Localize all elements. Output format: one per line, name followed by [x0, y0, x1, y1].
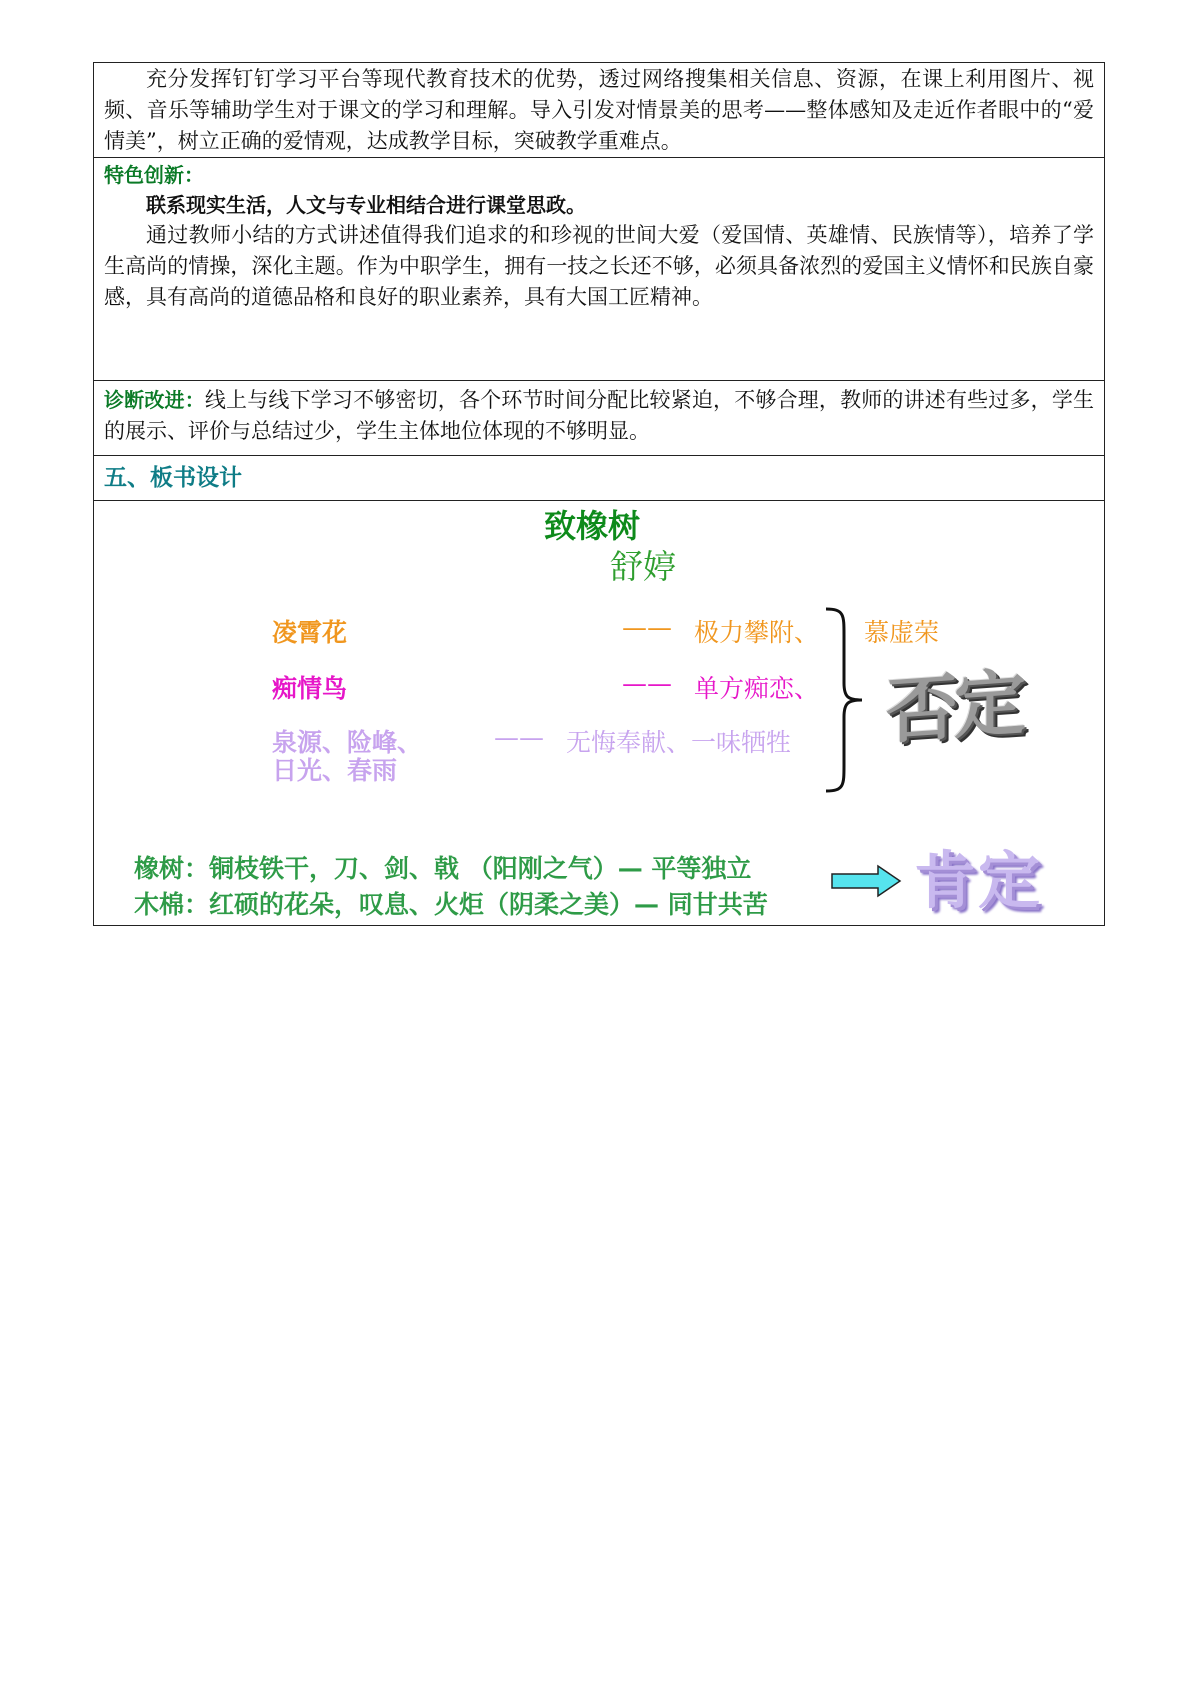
- line3-left-b: 日光、春雨: [272, 756, 398, 785]
- line3-left-a: 泉源、险峰、: [272, 728, 423, 757]
- feature-heading: 联系现实生活，人文与专业相结合进行课堂思政。: [146, 193, 586, 217]
- intro-paragraph: 充分发挥钉钉学习平台等现代教育技术的优势，透过网络搜集相关信息、资源，在课上利用图片、视频、音乐等辅助学生对于课文的学习和理解。导入引发对情景美的思考——整体感知及走近作者眼中的“爱情美”，树立正确的爱情观，达成教学目标，突破教学重难点。: [104, 67, 1094, 153]
- affirm-word: 肯定: [914, 844, 1043, 917]
- diagnosis-label: 诊断改进：: [104, 388, 205, 412]
- section-title: 五、板书设计: [104, 465, 242, 491]
- line1-dash: ——: [622, 613, 672, 642]
- negate-word: 否定: [886, 660, 1023, 754]
- line1-left: 凌霄花: [272, 618, 348, 647]
- lesson-design-table: [93, 62, 1105, 926]
- board-design: [94, 501, 1104, 925]
- board-row: [94, 501, 1105, 926]
- line2-right: 单方痴恋、: [694, 674, 820, 703]
- diagnosis-text: 线上与线下学习不够密切，各个环节时间分配比较紧迫，不够合理，教师的讲述有些过多，学生的展示、评价与总结过少，学生主体地位体现的不够明显。: [104, 388, 1095, 443]
- feature-paragraph: 通过教师小结的方式讲述值得我们追求的和珍视的世间大爱（爱国情、英雄情、民族情等），培养了学生高尚的情操，深化主题。作为中职学生，拥有一技之长还不够，必须具备浓烈的爱国主义情怀和民族自豪感，具有高尚的道德品格和良好的职业素养，具有大国工匠精神。: [104, 223, 1094, 309]
- feature-label: 特色创新：: [104, 163, 204, 187]
- line1-right: 极力攀附、: [694, 618, 820, 647]
- line2-left: 痴情鸟: [272, 674, 348, 703]
- curly-brace-icon: [822, 605, 868, 795]
- board-author: 舒婷: [610, 547, 676, 586]
- line3-dash: ——: [494, 723, 544, 752]
- section-title-row: [94, 456, 1105, 501]
- line3-right: 无悔奉献、一味牺牲: [566, 728, 792, 757]
- intro-row: [94, 63, 1105, 158]
- oak-line: 橡树：铜枝铁干，刀、剑、戟 （阳刚之气）— 平等独立: [134, 854, 752, 883]
- right-arrow-icon: [830, 863, 902, 899]
- line2-dash: ——: [622, 669, 672, 698]
- kapok-line: 木棉：红硕的花朵，叹息、火炬（阴柔之美）— 同甘共苦: [134, 890, 768, 919]
- board-title: 致橡树: [544, 507, 641, 545]
- feature-row: [94, 158, 1105, 381]
- diagnosis-row: [94, 381, 1105, 456]
- line1-tail: 慕虚荣: [864, 618, 940, 647]
